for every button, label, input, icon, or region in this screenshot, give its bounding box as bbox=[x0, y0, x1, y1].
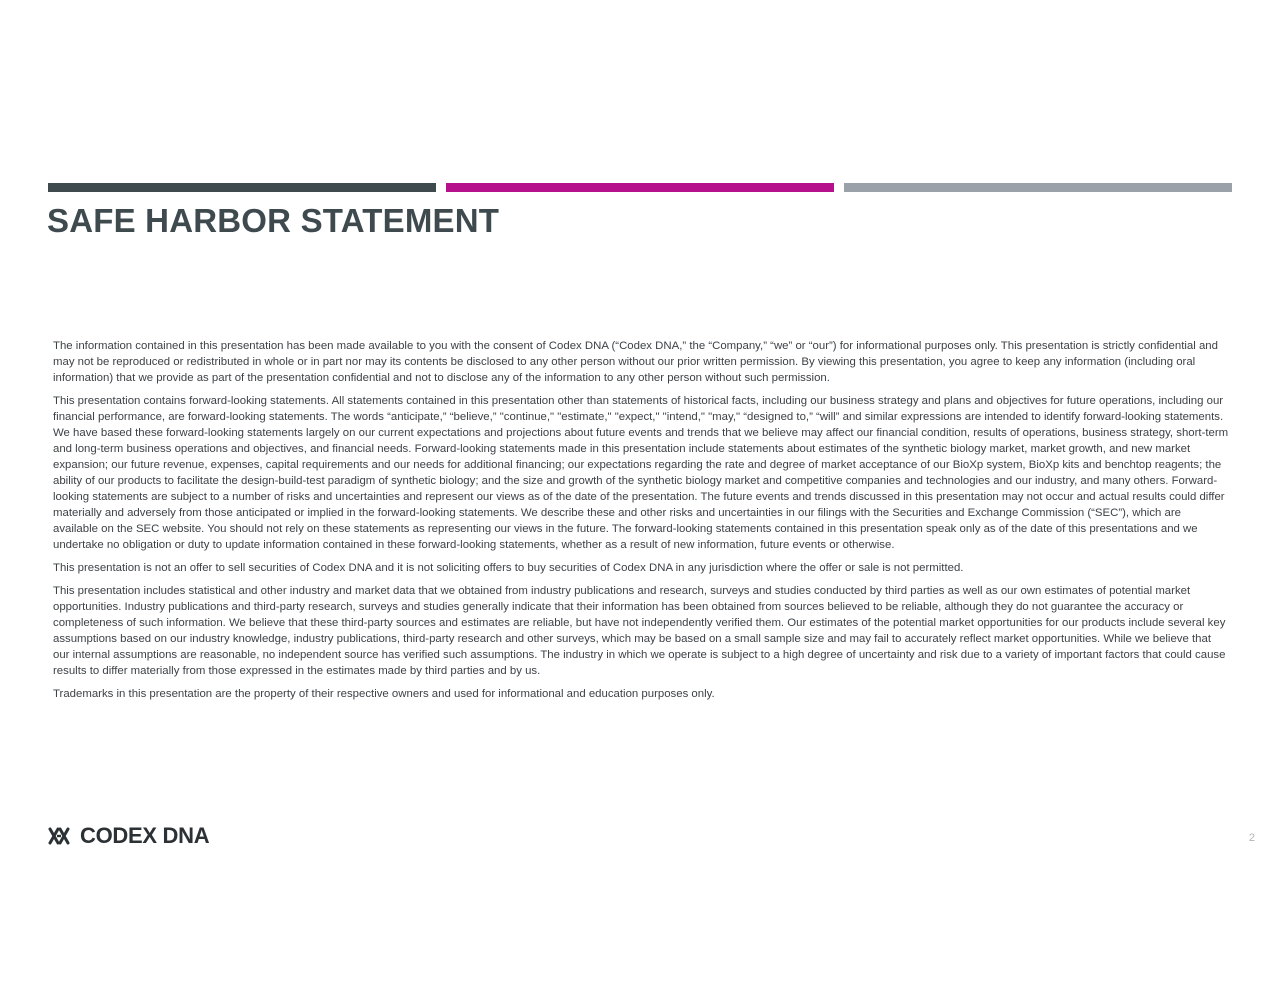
slide-title: SAFE HARBOR STATEMENT bbox=[47, 202, 500, 239]
paragraph-forward-looking: This presentation contains forward-looking statements. All statements contained in this presentation other than statements of historical facts, including our business strategy and plans and objectives for future operations, including our financial performance, are forward-looking statements. The words “anticipate,” “believe,” "continue," "estimate," "expect," "intend," "may," “designed to,” “will” and similar expressions are intended to identify forward-looking statements. We have based these forward-looking statements largely on our current expectations and projections about future events and trends that we believe may affect our financial condition, results of operations, business strategy, short-term and long-term business operations and objectives, and financial needs. Forward-looking statements made in this presentation include statements about estimates of the synthetic biology market, market growth, and new market expansion; our future revenue, expenses, capital requirements and our needs for additional financing; our expectations regarding the rate and degree of market acceptance of our BioXp system, BioXp kits and benchtop reagents; the ability of our products to facilitate the design-build-test paradigm of synthetic biology; and the size and growth of the synthetic biology market and competitive companies and technologies and our industry, and many others. Forward-looking statements are subject to a number of risks and uncertainties and represent our views as of the date of the presentation. The future events and trends discussed in this presentation may not occur and actual results could differ materially and adversely from those anticipated or implied in the forward-looking statements. We describe these and other risks and uncertainties in our filings with the Securities and Exchange Commission (“SEC”), which are available on the SEC website. You should not rely on these statements as representing our views in the future. The forward-looking statements contained in this presentation speak only as of the date of this presentations and we undertake no obligation or duty to update information contained in these forward-looking statements, whether as a result of new information, future events or otherwise. bbox=[53, 395, 1229, 551]
safe-harbor-body bbox=[53, 338, 1229, 709]
page-number: 2 bbox=[1248, 832, 1255, 844]
accent-bar-dark bbox=[48, 183, 436, 192]
paragraph-market-data: This presentation includes statistical and other industry and market data that we obtained from industry publications and research, surveys and studies conducted by third parties as well as our own estimates of potential market opportunities. Industry publications and third-party research, surveys and studies generally indicate that their information has been obtained from sources believed to be reliable, although they do not guarantee the accuracy or completeness of such information. We believe that these third-party sources and estimates are reliable, but have not independently verified them. Our estimates of the potential market opportunities for our products include several key assumptions based on our industry knowledge, industry publications, third-party research and other surveys, which may be based on a small sample size and may fail to accurately reflect market opportunities. While we believe that our internal assumptions are reasonable, no independent source has verified such assumptions. The industry in which we operate is subject to a high degree of uncertainty and risk due to a variety of important factors that could cause results to differ materially from those expressed in the estimates made by third parties and by us. bbox=[53, 585, 1226, 677]
codex-dna-helix-icon bbox=[48, 826, 74, 846]
logo-text: CODEX DNA bbox=[80, 823, 210, 848]
paragraph-not-an-offer: This presentation is not an offer to sell securities of Codex DNA and it is not soliciting offers to buy securities of Codex DNA in any jurisdiction where the offer or sale is not permitted. bbox=[53, 562, 964, 574]
codex-dna-logo bbox=[48, 823, 209, 849]
accent-bar-magenta bbox=[446, 183, 834, 192]
paragraph-confidentiality: The information contained in this presentation has been made available to you with the consent of Codex DNA (“Codex DNA,” the “Company,” “we” or “our”) for informational purposes only. This presentation is strictly confidential and may not be reproduced or redistributed in whole or in part nor may its contents be disclosed to any other person without our prior written permission. By viewing this presentation, you agree to keep any information (including oral information) that we provide as part of the presentation confidential and not to disclose any of the information to any other person without such permission. bbox=[53, 340, 1218, 384]
paragraph-trademarks: Trademarks in this presentation are the property of their respective owners and used for informational and education purposes only. bbox=[53, 688, 715, 700]
accent-bar-gray bbox=[844, 183, 1232, 192]
